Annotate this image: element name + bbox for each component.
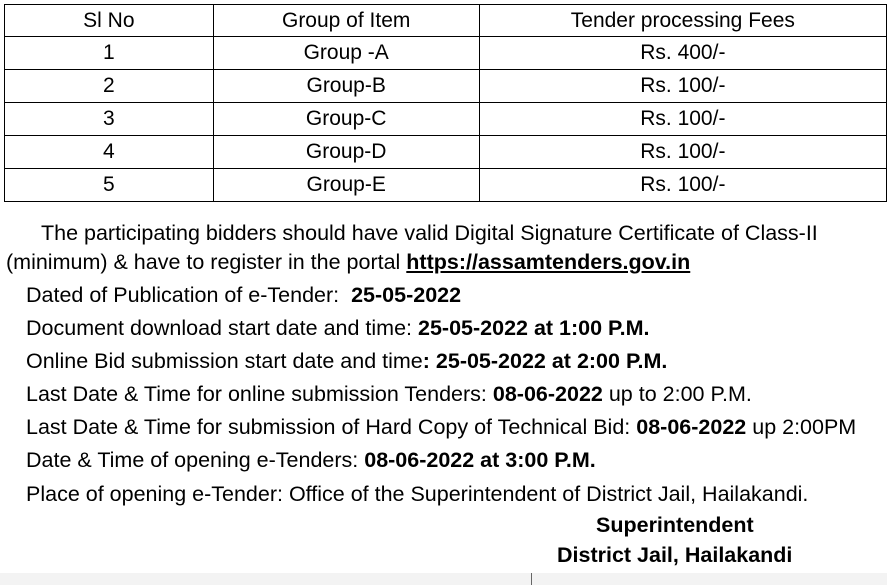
cell-sl-no: 3: [5, 103, 214, 136]
opening-label: Date & Time of opening e-Tenders:: [26, 448, 359, 472]
cell-fee: Rs. 400/-: [479, 37, 886, 70]
portal-registration-line: [6, 249, 690, 275]
cell-sl-no: 1: [5, 37, 214, 70]
bid-start-value: : 25-05-2022 at 2:00 P.M.: [422, 349, 668, 373]
table-row: [5, 37, 887, 70]
portal-link[interactable]: https://assamtenders.gov.in: [406, 250, 691, 274]
publication-date: 25-05-2022: [351, 283, 462, 307]
online-last-date: 08-06-2022: [492, 382, 603, 406]
table-row: [5, 169, 887, 202]
opening-place-line: Place of opening e-Tender: Office of the Superintendent of District Jail, Hailakandi.: [26, 482, 809, 506]
table-row: [5, 103, 887, 136]
cell-group: Group-D: [213, 136, 479, 169]
opening-date-line: [26, 447, 596, 473]
dsc-requirement-line: The participating bidders should have valid Digital Signature Certificate of Class-II: [41, 221, 818, 245]
table-row: [5, 70, 887, 103]
header-sl-no: Sl No: [5, 5, 214, 37]
cell-group: Group-E: [213, 169, 479, 202]
bid-start-line: [26, 348, 667, 374]
cell-group: Group -A: [213, 37, 479, 70]
header-group: Group of Item: [213, 5, 479, 37]
registration-text: (minimum) & have to register in the portal: [6, 250, 407, 274]
hardcopy-label: Last Date & Time for submission of Hard Copy of Technical Bid:: [26, 415, 631, 439]
online-last-suffix: up to 2:00 P.M.: [608, 382, 752, 406]
table-header-row: [5, 5, 887, 37]
doc-download-label: Document download start date and time:: [26, 316, 413, 340]
opening-value: 08-06-2022 at 3:00 P.M.: [364, 448, 596, 472]
doc-download-value: 25-05-2022 at 1:00 P.M.: [418, 316, 650, 340]
publication-date-line: [26, 282, 461, 308]
cell-fee: Rs. 100/-: [479, 70, 886, 103]
cell-fee: Rs. 100/-: [479, 136, 886, 169]
tender-fee-table: [4, 4, 887, 202]
table-row: [5, 136, 887, 169]
cell-fee: Rs. 100/-: [479, 169, 886, 202]
signatory-office: District Jail, Hailakandi: [557, 543, 793, 567]
cell-sl-no: 4: [5, 136, 214, 169]
hardcopy-last-date-line: [26, 414, 856, 440]
bid-start-label: Online Bid submission start date and time: [26, 349, 423, 373]
cell-group: Group-C: [213, 103, 479, 136]
cell-fee: Rs. 100/-: [479, 103, 886, 136]
cell-sl-no: 5: [5, 169, 214, 202]
cell-group: Group-B: [213, 70, 479, 103]
hardcopy-date: 08-06-2022: [636, 415, 747, 439]
signatory-title: Superintendent: [596, 513, 754, 537]
doc-download-line: [26, 315, 650, 341]
cell-sl-no: 2: [5, 70, 214, 103]
hardcopy-suffix: up 2:00PM: [752, 415, 857, 439]
page-bottom-strip: [0, 573, 887, 585]
header-fees: Tender processing Fees: [479, 5, 886, 37]
online-last-label: Last Date & Time for online submission Tenders:: [26, 382, 487, 406]
online-last-date-line: [26, 381, 752, 407]
publication-label: Dated of Publication of e-Tender:: [26, 283, 340, 307]
page-bottom-divider: [531, 573, 532, 585]
